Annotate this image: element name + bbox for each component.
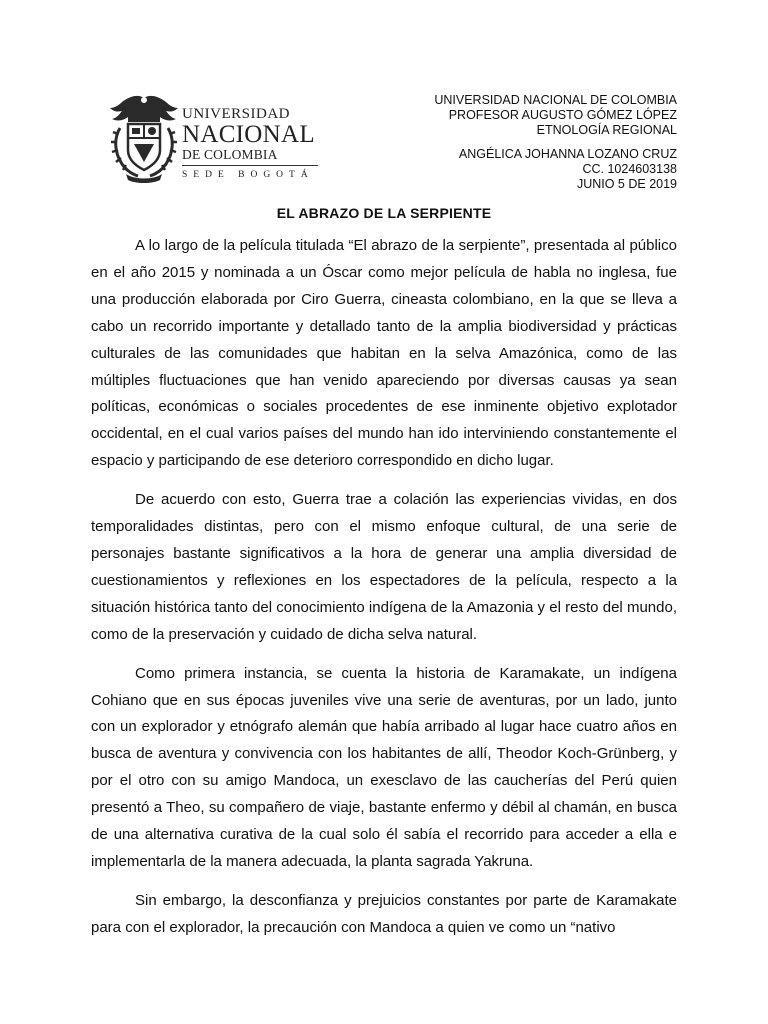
paragraph: De acuerdo con esto, Guerra trae a colación las experiencias vividas, en dos temporalidades distintas, pero con el mismo enfoque cultural, de una serie de personajes bastante significativos a la hora de generar una amplia diversidad de cuestionamientos y reflexiones en los espectadores de la película, respecto a la situación histórica tanto del conocimiento indígena de la Amazonia y el resto del mundo, como de la preservación y cuidado de dicha selva natural. xyxy=(91,491,677,643)
logo-universidad: UNIVERSIDAD xyxy=(182,106,290,122)
header-author: ANGÉLICA JOHANNA LOZANO CRUZ xyxy=(458,147,677,161)
header-id-number: CC. 1024603138 xyxy=(582,162,677,176)
header-university: UNIVERSIDAD NACIONAL DE COLOMBIA xyxy=(434,93,677,107)
university-logo xyxy=(108,92,322,184)
header-date: JUNIO 5 DE 2019 xyxy=(576,177,677,191)
header-info xyxy=(434,93,677,192)
paragraph: A lo largo de la película titulada “El abrazo de la serpiente”, presentada al público en el año 2015 y nominada a un Óscar como mejor película de habla no inglesa, fue una producción elaborada por Ciro Guerra, cineasta colombiano, en la que se lleva a cabo un recorrido importante y detallado tanto de la amplia biodiversidad y prácticas culturales de las comunidades que habitan en la selva Amazónica, como de las múltiples fluctuaciones que han venido apareciendo por diversas causas ya sean políticas, económicas o sociales procedentes de ese inminente objetivo explotador occidental, en el cual varios países del mundo han ido interviniendo constantemente el espacio y participando de ese deterioro correspondido en dicho lugar. xyxy=(91,237,677,470)
university-logo-text xyxy=(182,106,322,182)
document-title: EL ABRAZO DE LA SERPIENTE xyxy=(276,205,492,221)
header-professor: PROFESOR AUGUSTO GÓMEZ LÓPEZ xyxy=(448,108,677,122)
header-course: ETNOLOGÍA REGIONAL xyxy=(536,123,677,137)
logo-sede-bogota: SEDE BOGOTÁ xyxy=(182,170,314,180)
header-spacer xyxy=(434,138,677,147)
paragraph: Sin embargo, la desconfianza y prejuicios constantes por parte de Karamakate para con el explorador, la precaución con Mandoca a quien ve como un “nativo xyxy=(91,891,677,936)
logo-de-colombia: DE COLOMBIA xyxy=(182,147,318,166)
university-seal-icon xyxy=(108,92,180,184)
paragraph: Como primera instancia, se cuenta la historia de Karamakate, un indígena Cohiano que en sus épocas juveniles vive una serie de aventuras, por un lado, junto con un explorador y etnógrafo alemán que había arribado al lugar hace cuatro años en busca de aventura y convivencia con los habitantes de allí, Theodor Koch-Grünberg, y por el otro con su amigo Mandoca, un exesclavo de las caucherías del Perú quien presentó a Theo, su compañero de viaje, bastante enfermo y débil al chamán, en busca de una alternativa curativa de la cual solo él sabía el recorrido para acceder a ella e implementarla de la manera adecuada, la planta sagrada Yakruna. xyxy=(91,664,677,870)
logo-nacional: NACIONAL xyxy=(182,121,315,148)
document-body xyxy=(91,233,677,954)
